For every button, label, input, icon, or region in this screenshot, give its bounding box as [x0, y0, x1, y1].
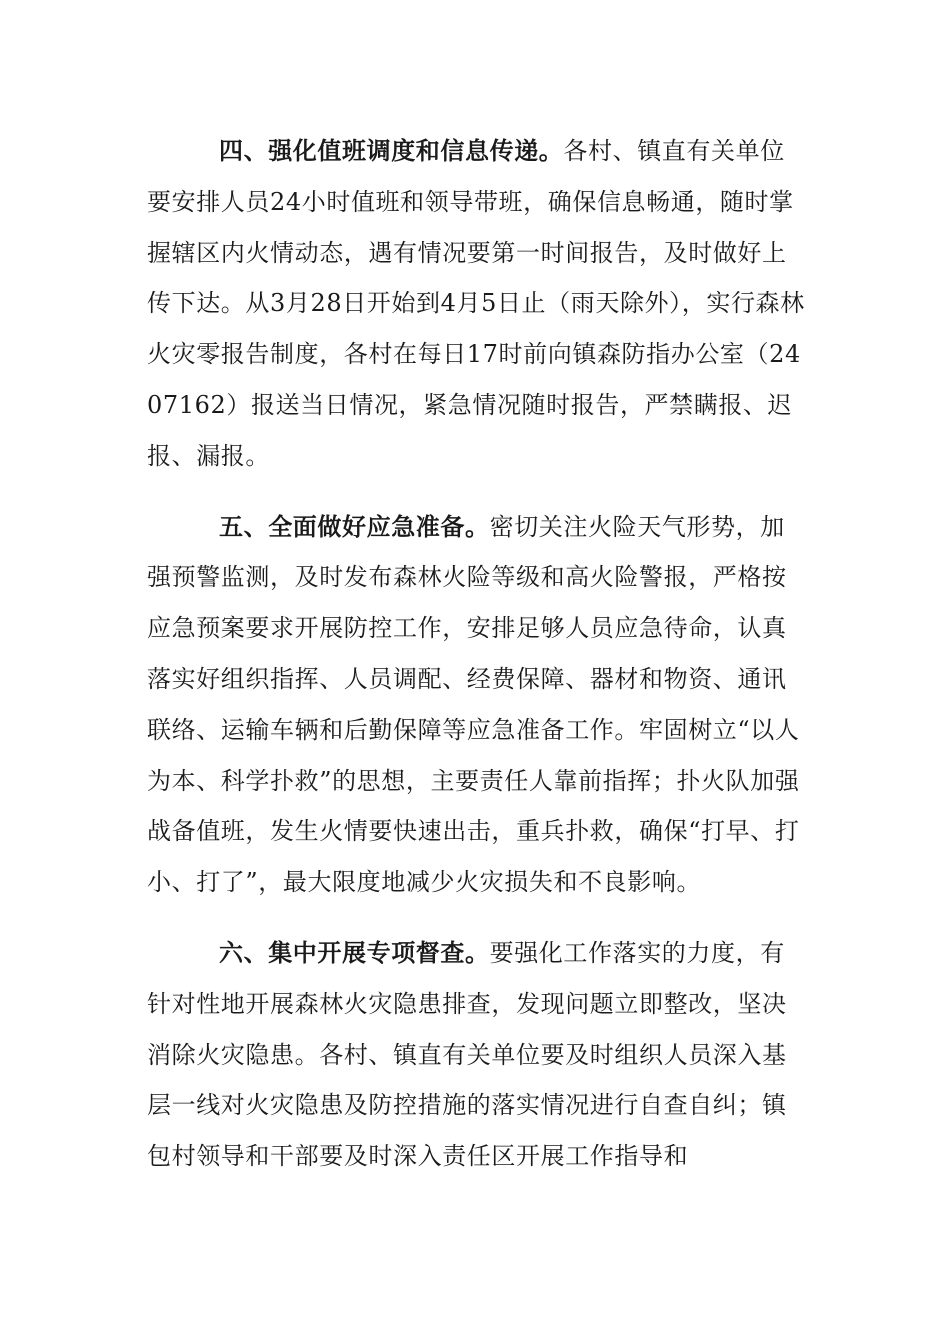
paragraph-emergency-preparation — [147, 502, 807, 908]
paragraph-text: 密切关注火险天气形势，加强预警监测，及时发布森林火险等级和高火险警报，严格按应急预案要求开展防控工作，安排足够人员应急待命，认真落实好组织指挥、人员调配、经费保障、器材和物资、通讯联络、运输车辆和后勤保障等应急准备工作。牢固树立“以人为本、科学扑救”的思想，主要责任人靠前指挥；扑火队加强战备值班，发生火情要快速出击，重兵扑救，确保“打早、打小、打了”，最大限度地减少火灾损失和不良影响。 — [147, 512, 800, 897]
paragraph-text: 各村、镇直有关单位要安排人员24小时值班和领导带班，确保信息畅通，随时掌握辖区内火情动态，遇有情况要第一时间报告，及时做好上传下达。从3月28日开始到4月5日止（雨天除外），实行森林火灾零报告制度，各村在每日17时前向镇森防指办公室（2407162）报送当日情况，紧急情况随时报告，严禁瞒报、迟报、漏报。 — [147, 137, 805, 470]
paragraph-special-inspection — [147, 928, 807, 1182]
paragraph-heading: 四、强化值班调度和信息传递。 — [219, 137, 564, 165]
paragraph-heading: 六、集中开展专项督查。 — [219, 938, 490, 967]
paragraph-text: 要强化工作落实的力度，有针对性地开展森林火灾隐患排查，发现问题立即整改，坚决消除火灾隐患。各村、镇直有关单位要及时组织人员深入基层一线对火灾隐患及防控措施的落实情况进行自查自纠；镇包村领导和干部要及时深入责任区开展工作指导和 — [147, 938, 787, 1171]
paragraph-duty-scheduling — [147, 126, 807, 482]
paragraph-heading: 五、全面做好应急准备。 — [219, 512, 490, 541]
document-body — [147, 126, 807, 1182]
